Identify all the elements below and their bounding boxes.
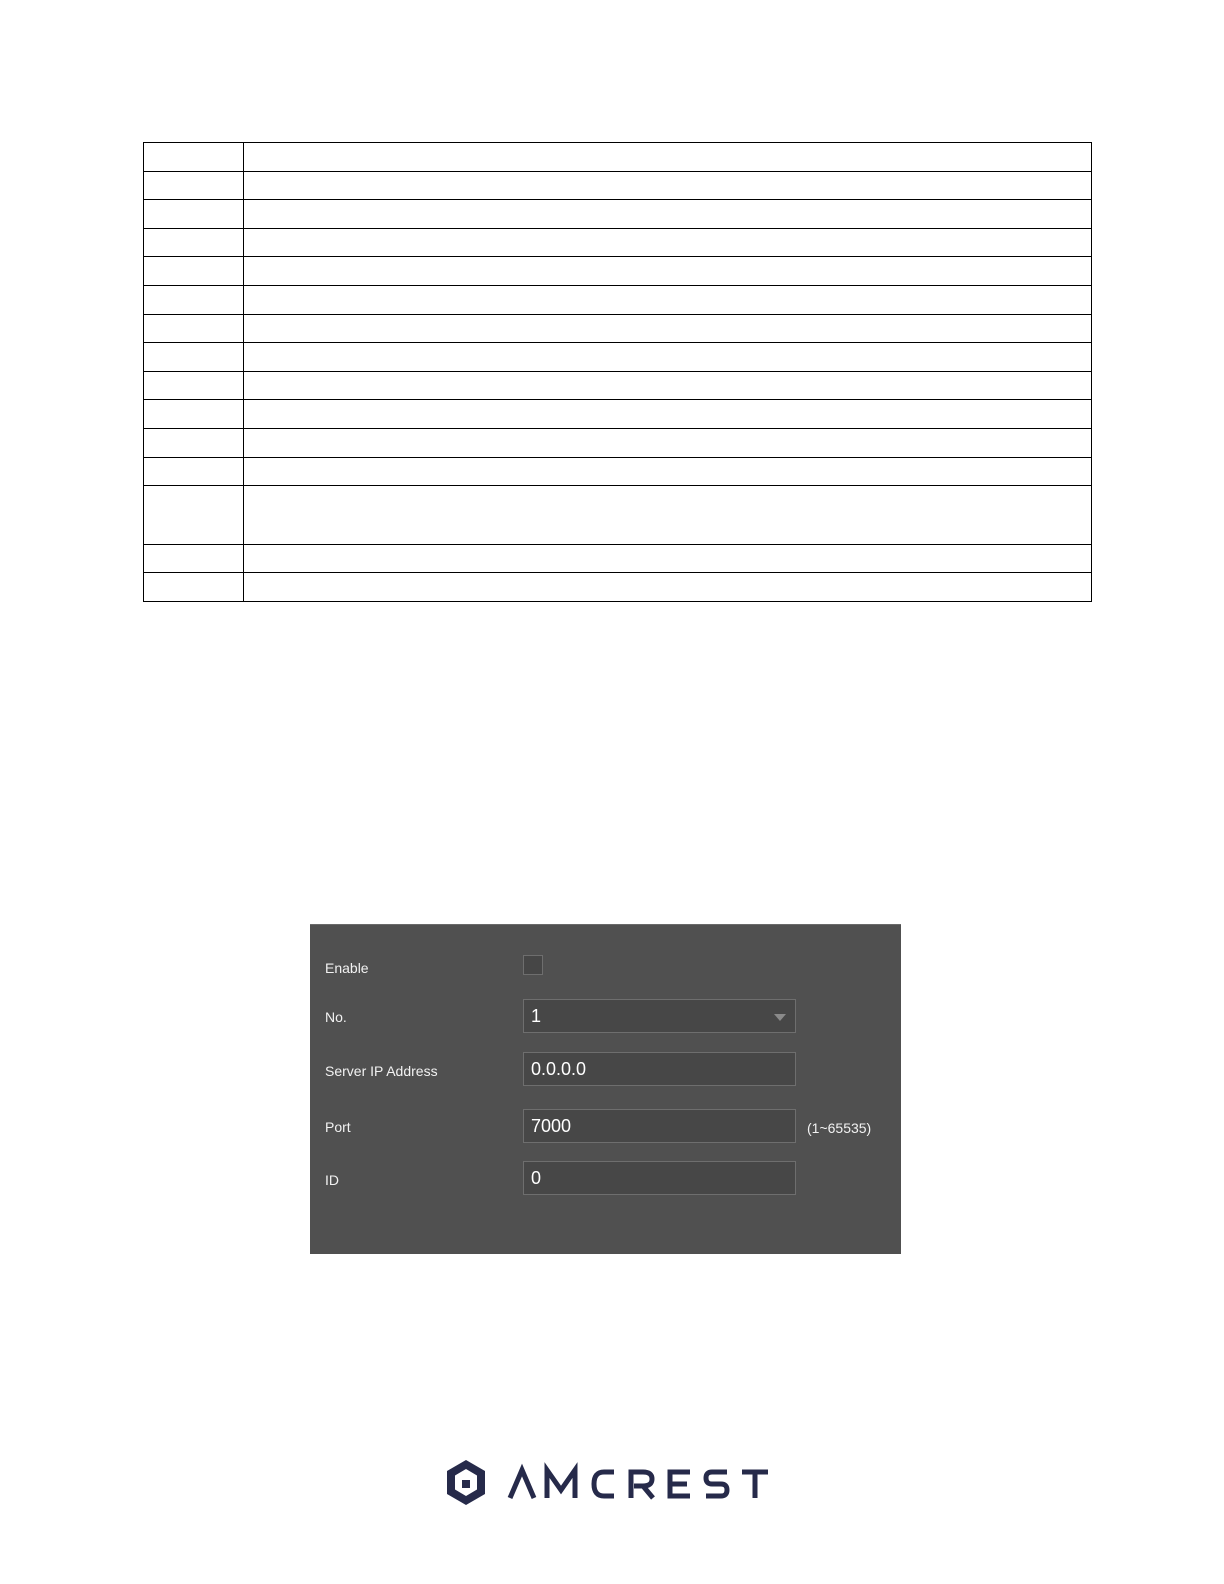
enable-label: Enable [325,960,369,976]
table-cell [244,573,1092,602]
table-row [144,544,1092,573]
table-row [144,400,1092,429]
table-row [144,457,1092,486]
table-cell [244,544,1092,573]
table-cell [144,400,244,429]
table-cell [244,171,1092,200]
table-row [144,171,1092,200]
amcrest-logo [444,1458,770,1512]
table-row [144,257,1092,286]
id-label: ID [325,1172,339,1188]
no-select-value: 1 [531,1006,542,1026]
enable-checkbox[interactable] [523,955,543,975]
server-ip-label: Server IP Address [325,1063,438,1079]
table-row [144,573,1092,602]
server-ip-input[interactable] [523,1052,796,1086]
table-cell [144,457,244,486]
table-cell [144,428,244,457]
document-table [143,142,1092,602]
server-ip-value: 0.0.0.0 [531,1059,587,1079]
table-cell [244,314,1092,343]
settings-panel [310,924,901,1254]
port-label: Port [325,1119,351,1135]
table-cell [244,428,1092,457]
table-cell [144,486,244,545]
table-cell [144,143,244,172]
table-cell [144,285,244,314]
port-range-hint: (1~65535) [807,1120,872,1136]
no-select[interactable] [523,999,796,1033]
table-cell [144,228,244,257]
table-cell [244,400,1092,429]
chevron-down-icon [774,1014,786,1021]
id-value: 0 [531,1168,542,1188]
table-row [144,486,1092,545]
table-cell [144,171,244,200]
table-cell [244,200,1092,229]
table-cell [244,486,1092,545]
table-cell [144,371,244,400]
table-row [144,428,1092,457]
table-cell [244,343,1092,372]
table-cell [144,343,244,372]
table-cell [244,371,1092,400]
no-label: No. [325,1009,347,1025]
table-cell [244,228,1092,257]
table-row [144,314,1092,343]
amcrest-hexagon-logo-icon [444,1458,770,1512]
table-row [144,371,1092,400]
table-cell [144,544,244,573]
port-value: 7000 [531,1116,572,1136]
table-cell [144,314,244,343]
table-row [144,343,1092,372]
table-row [144,285,1092,314]
table-row [144,143,1092,172]
table-cell [244,285,1092,314]
table-cell [144,573,244,602]
table-cell [244,143,1092,172]
table-cell [244,257,1092,286]
table-row [144,200,1092,229]
table-cell [244,457,1092,486]
table-cell [144,257,244,286]
table-row [144,228,1092,257]
table-cell [144,200,244,229]
id-input[interactable] [523,1161,796,1195]
port-input[interactable] [523,1109,796,1143]
